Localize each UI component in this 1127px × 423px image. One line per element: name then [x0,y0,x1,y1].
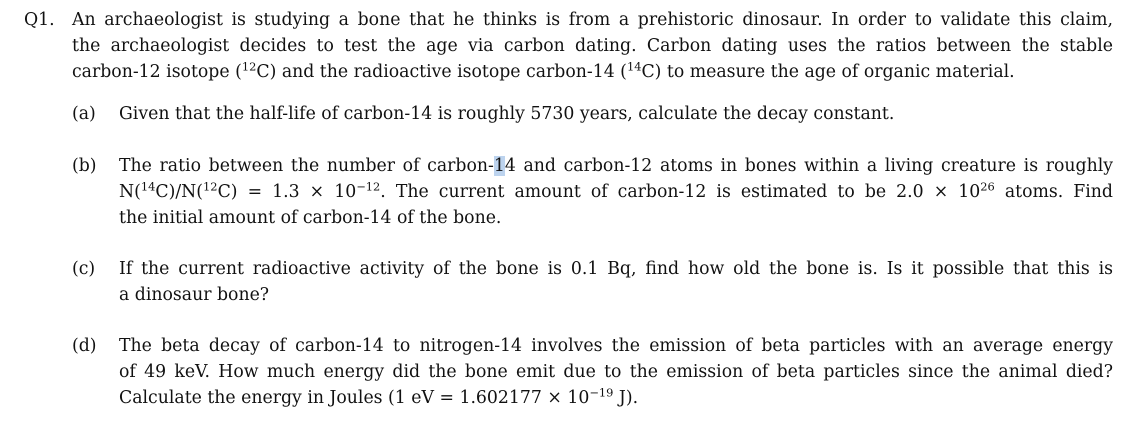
stem-line-1: An archaeologist is studying a bone that he thinks is from a prehistoric dinosaur. In order to validate this claim, [72,10,1113,30]
superscript: 26 [980,179,995,194]
superscript: 14 [140,179,156,194]
part-body [119,153,1113,231]
part-text: J). [613,388,639,408]
part-text: C) = 1.3 × 10 [217,182,357,202]
part-c-line-2: a dinosaur bone? [119,285,270,305]
superscript: 12 [203,179,218,194]
part-text: C)/N( [155,182,204,202]
part-b-line-3: the initial amount of carbon-14 of the bone. [119,208,502,228]
part-body [119,333,1113,411]
part-label: (a) [72,104,96,124]
part-body [119,101,1113,127]
superscript: 14 [626,59,642,74]
stem-text: carbon-12 isotope ( [72,62,242,82]
stem-text: C) to measure the age of organic material. [641,62,1015,82]
stem-text: C) and the radioactive isotope carbon-14 ( [256,62,627,82]
part-label: (c) [72,259,96,279]
superscript: −19 [589,385,614,400]
question-number: Q1. [24,10,55,30]
part-b-line-1 [119,153,1113,179]
stem-line-3 [72,59,1113,85]
part-label: (b) [72,156,97,176]
part-text: 4 and carbon-12 atoms in bones within a living creature is roughly [504,156,1113,176]
superscript: −12 [356,179,381,194]
part-text: N( [119,182,141,202]
part-d-line-1: The beta decay of carbon-14 to nitrogen-14 involves the emission of beta particles with an average energy [119,336,1113,356]
part-label: (d) [72,336,97,356]
part-d-line-2: of 49 keV. How much energy did the bone emit due to the emission of beta particles since the animal died? [119,362,1113,382]
part-d-line-3 [119,385,1113,411]
question-stem [72,7,1113,85]
part-text: atoms. Find [994,182,1113,202]
part-a-line-1: Given that the half-life of carbon-14 is roughly 5730 years, calculate the decay constant. [119,104,895,124]
stem-line-2: the archaeologist decides to test the age via carbon dating. Carbon dating uses the ratios between the stable [72,36,1113,56]
part-body [119,256,1113,308]
superscript: 12 [241,59,257,74]
part-b-line-2 [119,179,1113,205]
part-c-line-1: If the current radioactive activity of the bone is 0.1 Bq, find how old the bone is. Is it possible that this is [119,259,1113,279]
part-text: Calculate the energy in Joules (1 eV = 1.602177 × 10 [119,388,590,408]
text-selection-highlight[interactable]: 1 [493,156,505,176]
part-text: The ratio between the number of carbon- [119,156,494,176]
part-text: . The current amount of carbon-12 is estimated to be 2.0 × 10 [380,182,981,202]
